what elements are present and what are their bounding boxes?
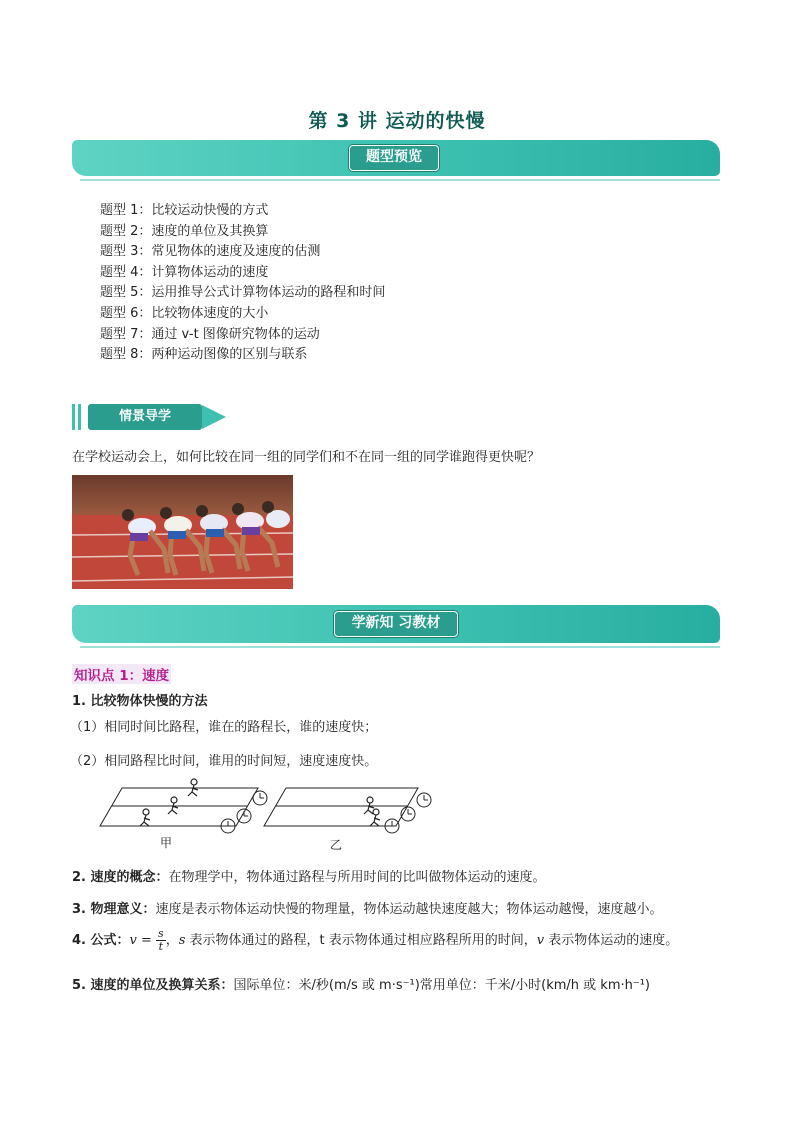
scene-tag <box>72 404 232 430</box>
list-item: 题型 2：速度的单位及其换算 <box>100 223 269 239</box>
item3-label: 3. 物理意义： <box>72 902 156 917</box>
list-item: 题型 1：比较运动快慢的方式 <box>100 203 269 218</box>
list-item: 题型 5：运用推导公式计算物体运动的路程和时间 <box>100 285 386 301</box>
section-banner-learn <box>72 605 720 643</box>
item2-text: 在物理学中，物体通过路程与所用时间的比叫做物体运动的速度。 <box>168 870 546 885</box>
page-title: 第 3 讲 运动的快慢 <box>308 110 486 132</box>
item3 <box>72 898 663 917</box>
question-type-list <box>100 201 385 366</box>
list-item: 题型 3：常见物体的速度及速度的估测 <box>100 244 321 260</box>
item4: 4. 公式：v = $\frac{s}{t}$ ，s 表示物体通过的路程，t 表示物体通过相应路程所用的时间，v 表示物体运动的速度。 <box>72 927 679 953</box>
item5-label: 5. 速度的单位及换算关系： <box>72 978 234 993</box>
race-track-diagram <box>98 776 438 856</box>
section-banner-preview <box>72 140 720 176</box>
figure-caption-right: 乙 <box>330 838 343 852</box>
item3-text: 速度是表示物体运动快慢的物理量，物体运动越快速度越大；物体运动越慢，速度越小。 <box>155 902 663 917</box>
sprinters-photo <box>72 475 293 589</box>
knowledge-point-heading: 知识点 1：速度 <box>72 664 171 684</box>
item2 <box>72 866 546 885</box>
list-item: 题型 7：通过 v-t 图像研究物体的运动 <box>100 326 320 342</box>
formula-fraction: $\frac{s}{t}$ <box>158 927 164 953</box>
banner-label: 题型预览 <box>349 145 439 171</box>
scene-tag-label: 情景导学 <box>88 404 202 430</box>
item1-sub1: （1）相同时间比路程，谁在的路程长，谁的速度快； <box>70 720 378 735</box>
item4-label: 4. 公式： <box>72 933 130 948</box>
item1-sub2: （2）相同路程比时间，谁用的时间短，速度速度快。 <box>70 754 378 769</box>
list-item: 题型 4：计算物体运动的速度 <box>100 264 269 280</box>
list-item: 题型 8：两种运动图像的区别与联系 <box>100 347 308 363</box>
figure-caption-left: 甲 <box>160 836 173 850</box>
item2-label: 2. 速度的概念： <box>72 870 169 885</box>
arrow-icon <box>202 405 226 429</box>
list-item: 题型 6：比较物体速度的大小 <box>100 305 269 321</box>
banner-label: 学新知 习教材 <box>334 611 458 637</box>
formula-v: v = <box>129 933 152 948</box>
scene-question: 在学校运动会上，如何比较在同一组的同学们和不在同一组的同学谁跑得更快呢？ <box>72 450 541 465</box>
item1-title: 1. 比较物体快慢的方法 <box>72 694 208 709</box>
item5 <box>72 974 650 993</box>
item5-text: 国际单位：米/秒(m/s 或 m·s⁻¹)常用单位：千米/小时(km/h 或 km·h⁻¹) <box>233 978 650 993</box>
